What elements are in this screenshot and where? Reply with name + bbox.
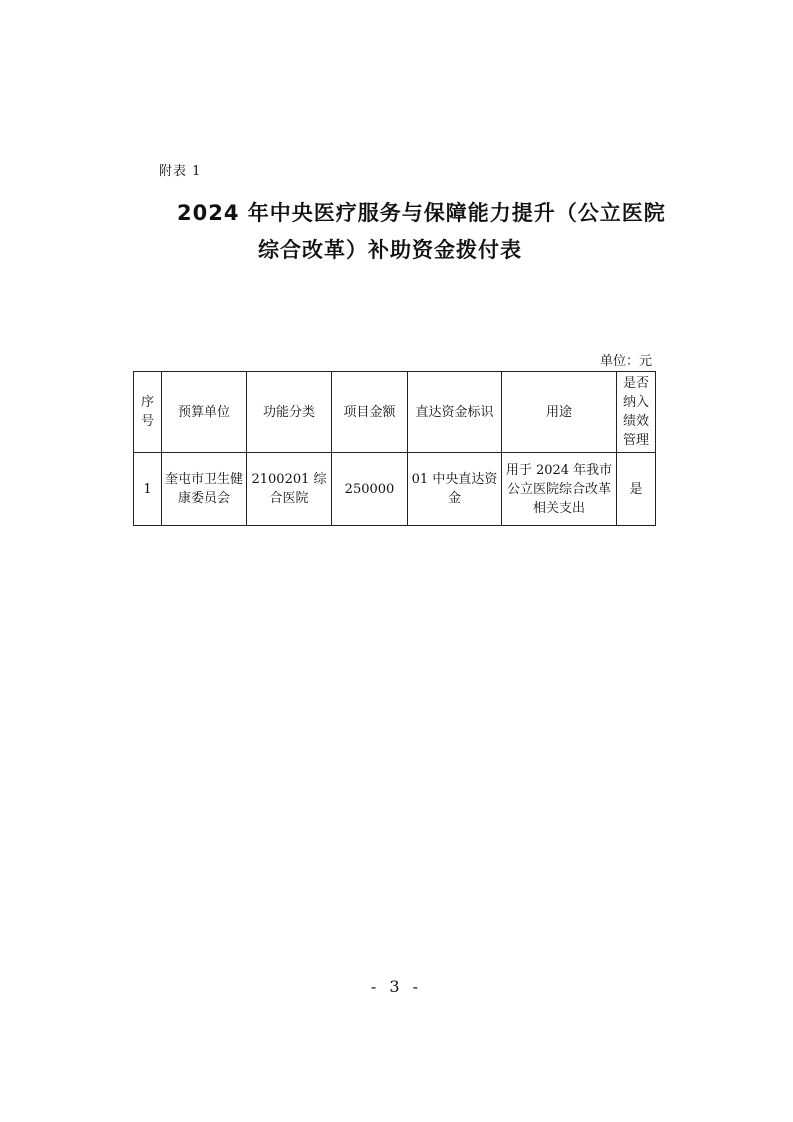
header-function-class: 功能分类 [247, 372, 332, 453]
header-performance-managed: 是否纳入绩效管理 [617, 372, 656, 453]
unit-label: 单位：元 [599, 354, 652, 369]
header-budget-unit: 预算单位 [162, 372, 247, 453]
header-direct-fund-tag: 直达资金标识 [408, 372, 502, 453]
cell-seq: 1 [134, 453, 162, 526]
header-amount: 项目金额 [332, 372, 408, 453]
header-purpose: 用途 [502, 372, 617, 453]
attachment-label: 附表 1 [159, 164, 202, 179]
cell-performance-managed: 是 [617, 453, 656, 526]
document-title-line-1: 2024 年中央医疗服务与保障能力提升（公立医院 [177, 201, 666, 225]
document-title-line-2: 综合改革）补助资金拨付表 [258, 238, 522, 262]
cell-budget-unit: 奎屯市卫生健康委员会 [162, 453, 247, 526]
cell-purpose: 用于 2024 年我市公立医院综合改革相关支出 [502, 453, 617, 526]
table-row [134, 453, 656, 526]
grant-allocation-table [133, 371, 656, 526]
page-number: - 3 - [370, 977, 423, 996]
cell-direct-fund-tag: 01 中央直达资金 [408, 453, 502, 526]
header-seq: 序号 [134, 372, 162, 453]
cell-function-class: 2100201 综合医院 [247, 453, 332, 526]
cell-amount: 250000 [332, 453, 408, 526]
table-header-row [134, 372, 656, 453]
